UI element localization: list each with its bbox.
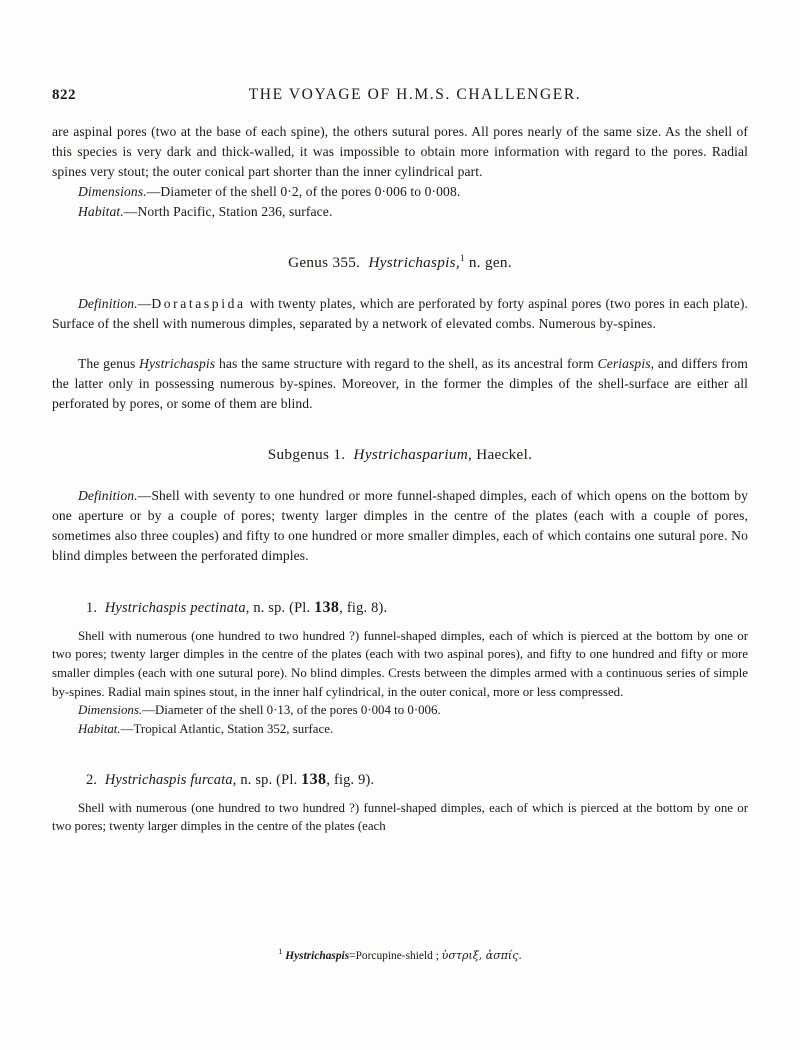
habitat-text-2: —Tropical Atlantic, Station 352, surface. bbox=[120, 721, 334, 736]
genus-heading-prefix: Genus 355. bbox=[288, 253, 361, 271]
species-name-1: Hystrichaspis pectinata, bbox=[104, 600, 250, 617]
genus-discussion bbox=[52, 354, 748, 414]
footnote bbox=[52, 946, 748, 962]
species-rest-2b: , fig. 9). bbox=[326, 772, 375, 789]
habitat-label-2: Habitat. bbox=[78, 721, 121, 736]
genus-heading-suffix: n. gen. bbox=[468, 253, 512, 271]
footnote-marker: 1 bbox=[278, 946, 283, 957]
spacer bbox=[52, 274, 748, 294]
plate-number-1: 138 bbox=[314, 599, 340, 617]
plate-number-2: 138 bbox=[301, 771, 327, 789]
species-description-2: Shell with numerous (one hundred to two hundred ?) funnel-shaped dimples, each of which is pierced at the bottom by one or two pores; twenty larger dimples in the centre of the plates (each bbox=[52, 800, 748, 834]
species-rest-2a: n. sp. (Pl. bbox=[236, 772, 302, 789]
page-number: 822 bbox=[52, 87, 76, 103]
definition-spaced-term: Dorataspida bbox=[151, 296, 246, 312]
genus-discussion-a: The genus bbox=[78, 356, 140, 372]
spacer bbox=[52, 566, 748, 596]
running-head: THE VOYAGE OF H.M.S. CHALLENGER. bbox=[248, 86, 582, 103]
paragraph-continuation: are aspinal pores (two at the base of each spine), the others sutural pores. All pores nearly of the same size. As the shell of this species is very dark and thick-walled, it was impossible to obtain more information with regard to the pores. Radial spines very stout; the outer conical part shorter than the inner cylindrical part. bbox=[52, 124, 748, 179]
page-header bbox=[52, 86, 748, 104]
species-number-1: 1. bbox=[86, 600, 98, 617]
species-heading-1 bbox=[86, 596, 748, 620]
subgenus-heading bbox=[52, 444, 748, 466]
species-name-2: Hystrichaspis furcata, bbox=[104, 772, 237, 789]
genus-footnote-marker: 1 bbox=[459, 252, 465, 263]
species-description-1: Shell with numerous (one hundred to two hundred ?) funnel-shaped dimples, each of which is pierced at the bottom by one or two pores; twenty larger dimples in the centre of the plates (each with two aspinal pores), and fifty to one hundred and fifty or more smaller dimples (each with one sutural pore). No blind dimples. Crests between the dimples armed with a continuous series of simple by-spines. Radial main spines stout, in the inner half cylindrical, in the outer conical, more or less compressed. bbox=[52, 628, 748, 699]
species-rest-1b: , fig. 8). bbox=[339, 600, 388, 617]
definition-subgenus bbox=[52, 486, 748, 566]
species-heading-2 bbox=[86, 768, 748, 792]
species-number-2: 2. bbox=[86, 772, 98, 789]
genus-heading-name: Hystrichaspis, bbox=[368, 253, 460, 271]
genus-discussion-c: , and differs from the latter only in possessing numerous by-spines. Moreover, in the former the dimples of the shell-surface are either all perforated by pores, or some of them are blind. bbox=[52, 356, 748, 412]
habitat-label: Habitat. bbox=[78, 203, 124, 219]
spacer bbox=[52, 222, 748, 252]
habitat-entry-2 bbox=[52, 720, 748, 739]
spacer bbox=[52, 738, 748, 768]
footnote-greek: ὑστριξ, ἀσπίς. bbox=[441, 949, 522, 962]
definition-text: with twenty plates, which are perforated by forty aspinal pores (two pores in each plate). Surface of the shell with numerous dimples, separated by a network of elevated combs. Numerous by-spines. bbox=[52, 296, 749, 332]
ancestral-genus-italic: Ceriaspis bbox=[597, 356, 651, 372]
subgenus-heading-prefix: Subgenus 1. bbox=[267, 446, 346, 464]
spacer bbox=[52, 334, 748, 354]
habitat-entry-1 bbox=[52, 202, 748, 222]
habitat-text: —North Pacific, Station 236, surface. bbox=[123, 203, 333, 219]
dimensions-text-2: —Diameter of the shell 0·13, of the pores 0·004 to 0·006. bbox=[142, 703, 441, 718]
spacer bbox=[52, 414, 748, 444]
dimensions-label: Dimensions. bbox=[78, 183, 147, 199]
footnote-term: Hystrichaspis bbox=[285, 950, 350, 962]
dimensions-text: —Diameter of the shell 0·2, of the pores 0·006 to 0·008. bbox=[146, 183, 461, 199]
species-rest-1a: n. sp. (Pl. bbox=[249, 600, 315, 617]
footnote-gloss: =Porcupine-shield ; bbox=[349, 950, 442, 962]
definition-genus: Definition.—Dorataspida with twenty plates, which are perforated by forty aspinal pores (two pores in each plate). Surface of the shell with numerous dimples, separated by a network of elevated combs. Numerous by-spines. bbox=[52, 296, 749, 332]
dimensions-entry-2 bbox=[52, 701, 748, 720]
genus-name-italic: Hystrichaspis bbox=[139, 356, 216, 372]
definition-text-2: —Shell with seventy to one hundred or more funnel-shaped dimples, each of which opens on the bottom by one aperture or by a couple of pores; twenty larger dimples in the centre of the plates (each with a couple of pores, sometimes also three couples) and fifty to one hundred or more smaller dimples, each of which contains one sutural pore. No blind dimples between the perforated dimples. bbox=[52, 488, 748, 564]
dimensions-label-2: Dimensions. bbox=[78, 703, 143, 718]
subgenus-heading-suffix: Haeckel. bbox=[476, 446, 533, 464]
genus-heading bbox=[52, 252, 748, 274]
dimensions-entry-1 bbox=[52, 182, 748, 202]
spacer bbox=[52, 792, 748, 799]
definition-label: Definition. bbox=[78, 296, 138, 312]
genus-discussion-b: has the same structure with regard to the shell, as its ancestral form bbox=[215, 356, 598, 372]
definition-label-2: Definition. bbox=[78, 488, 138, 504]
subgenus-heading-name: Hystrichasparium, bbox=[353, 446, 473, 464]
spacer bbox=[52, 466, 748, 486]
spacer bbox=[52, 620, 748, 627]
